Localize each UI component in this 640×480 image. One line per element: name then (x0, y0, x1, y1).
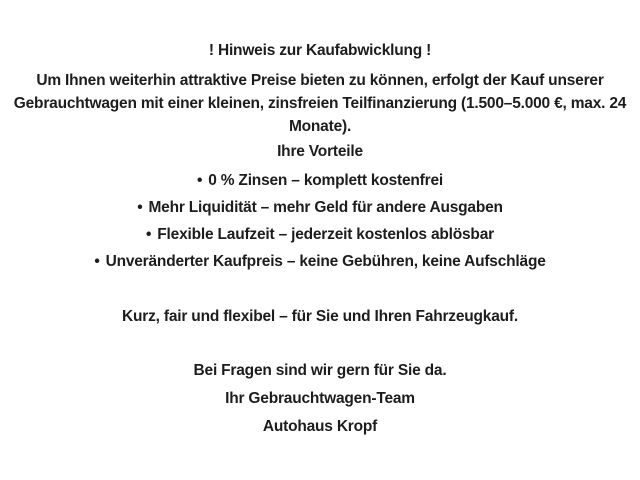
benefit-item (0, 199, 640, 217)
benefit-text: Unveränderter Kaufpreis – keine Gebühren, keine Aufschläge (105, 253, 546, 270)
closing-line: Bei Fragen sind wir gern für Sie da. (193, 362, 447, 379)
signature-team: Ihr Gebrauchtwagen-Team (225, 390, 415, 407)
benefits-list (0, 172, 640, 271)
benefit-text: Flexible Laufzeit – jederzeit kostenlos ablösbar (157, 226, 494, 243)
bullet-icon: • (137, 199, 143, 216)
bullet-icon: • (146, 226, 152, 243)
benefit-item (0, 226, 640, 244)
benefit-item (0, 253, 640, 271)
benefit-text: 0 % Zinsen – komplett kostenfrei (208, 172, 443, 189)
signature-company: Autohaus Kropf (262, 418, 378, 435)
benefit-item (0, 172, 640, 190)
bullet-icon: • (94, 253, 100, 270)
benefits-heading: Ihre Vorteile (277, 143, 363, 160)
benefit-text: Mehr Liquidität – mehr Geld für andere Ausgaben (148, 199, 503, 216)
bullet-icon: • (196, 172, 203, 189)
notice-intro-paragraph: Um Ihnen weiterhin attraktive Preise bieten zu können, erfolgt der Kauf unserer Gebrauchtwagen mit einer kleinen, zinsfreien Teilfinanzierung (1.500–5.000 €, max. 24 Monate). (13, 72, 627, 135)
tagline: Kurz, fair und flexibel – für Sie und Ihren Fahrzeugkauf. (122, 308, 518, 325)
notice-title: ! Hinweis zur Kaufabwicklung ! (208, 42, 432, 59)
